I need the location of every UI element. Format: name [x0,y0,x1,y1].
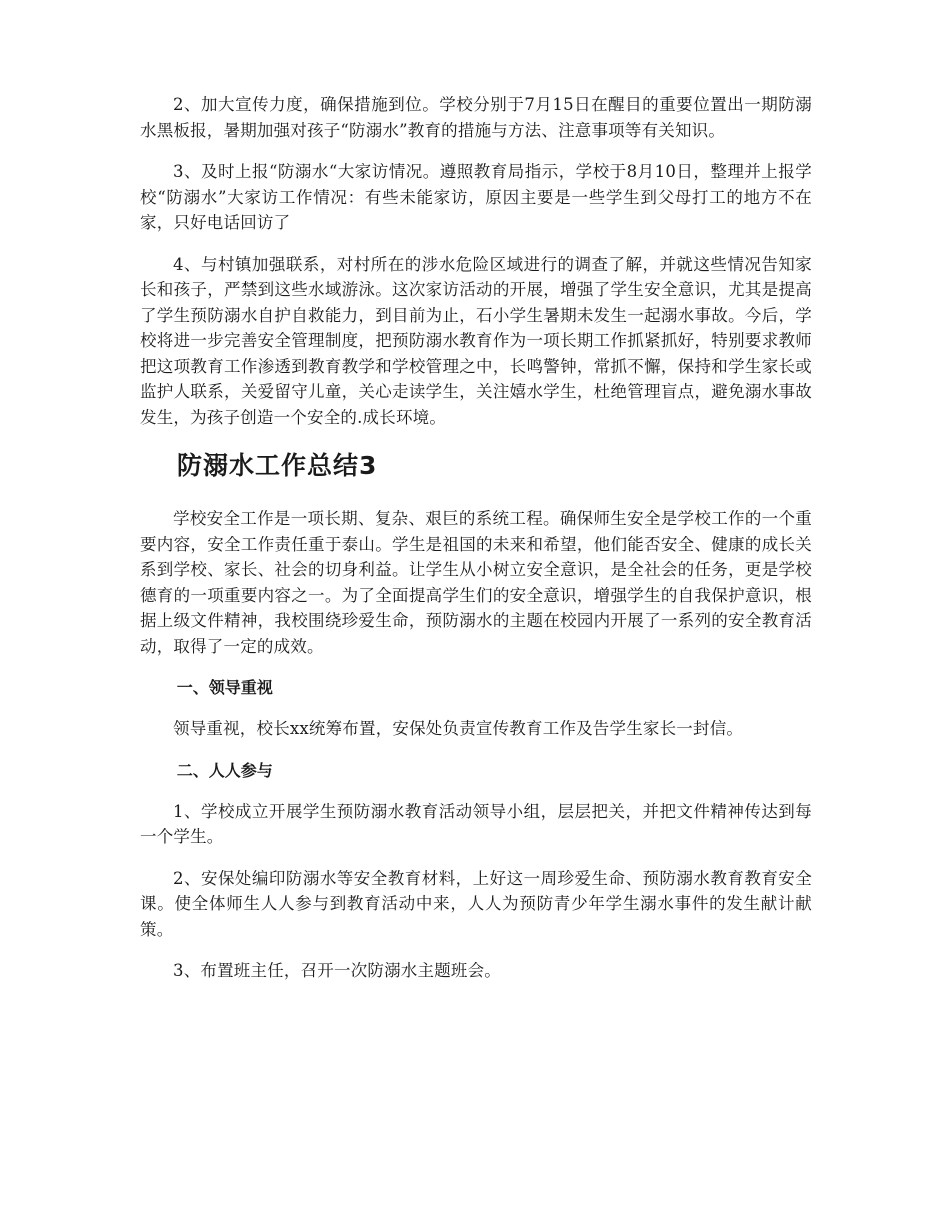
paragraph-intro: 学校安全工作是一项长期、复杂、艰巨的系统工程。确保师生安全是学校工作的一个重要内容，安全工作责任重于泰山。学生是祖国的未来和希望，他们能否安全、健康的成长关系到学校、家长、社会的切身利益。让学生从小树立安全意识，是全社会的任务，更是学校德育的一项重要内容之一。为了全面提高学生们的安全意识，增强学生的自我保护意识，根据上级文件精神，我校围绕珍爱生命，预防溺水的主题在校园内开展了一系列的安全教育活动，取得了一定的成效。 [140,509,812,656]
paragraph-village-liaison: 4、与村镇加强联系，对村所在的涉水危险区域进行的调查了解，并就这些情况告知家长和孩子，严禁到这些水域游泳。这次家访活动的开展，增强了学生安全意识，尤其是提高了学生预防溺水自护自救能力，到目前为止，石小学生暑期未发生一起溺水事故。今后，学校将进一步完善安全管理制度，把预防溺水教育作为一项长期工作抓紧抓好，特别要求教师把这项教育工作渗透到教育教学和学校管理之中，长鸣警钟，常抓不懈，保持和学生家长或监护人联系，关爱留守儿童，关心走读学生，关注嬉水学生，杜绝管理盲点，避免溺水事故发生，为孩子创造一个安全的.成长环境。 [140,254,812,427]
subheading-participation: 二、人人参与 [176,760,273,780]
paragraph-publicity: 2、加大宣传力度，确保措施到位。学校分别于7月15日在醒目的重要位置出一期防溺水黑板报，暑期加强对孩子“防溺水”教育的措施与方法、注意事项等有关知识。 [140,95,812,140]
document-page [140,92,812,1000]
list-item-class-meeting: 3、布置班主任，召开一次防溺水主题班会。 [173,961,501,980]
section-title: 防溺水工作总结3 [177,451,378,480]
list-item-leading-group: 1、学校成立开展学生预防溺水教育活动领导小组，层层把关，并把文件精神传达到每一个学生。 [140,801,812,846]
paragraph-report-visits: 3、及时上报“防溺水“大家访情况。遵照教育局指示，学校于8月10日，整理并上报学校“防溺水”大家访工作情况：有些未能家访，原因主要是一些学生到父母打工的地方不在家，只好电话回访了 [140,162,812,232]
paragraph-leadership: 领导重视，校长xx统筹布置，安保处负责宣传教育工作及告学生家长一封信。 [173,719,744,738]
subheading-leadership: 一、领导重视 [176,678,273,697]
list-item-materials: 2、安保处编印防溺水等安全教育材料，上好这一周珍爱生命、预防溺水教育教育安全课。使全体师生人人参与到教育活动中来，人人为预防青少年学生溺水事件的发生献计献策。 [140,868,812,939]
